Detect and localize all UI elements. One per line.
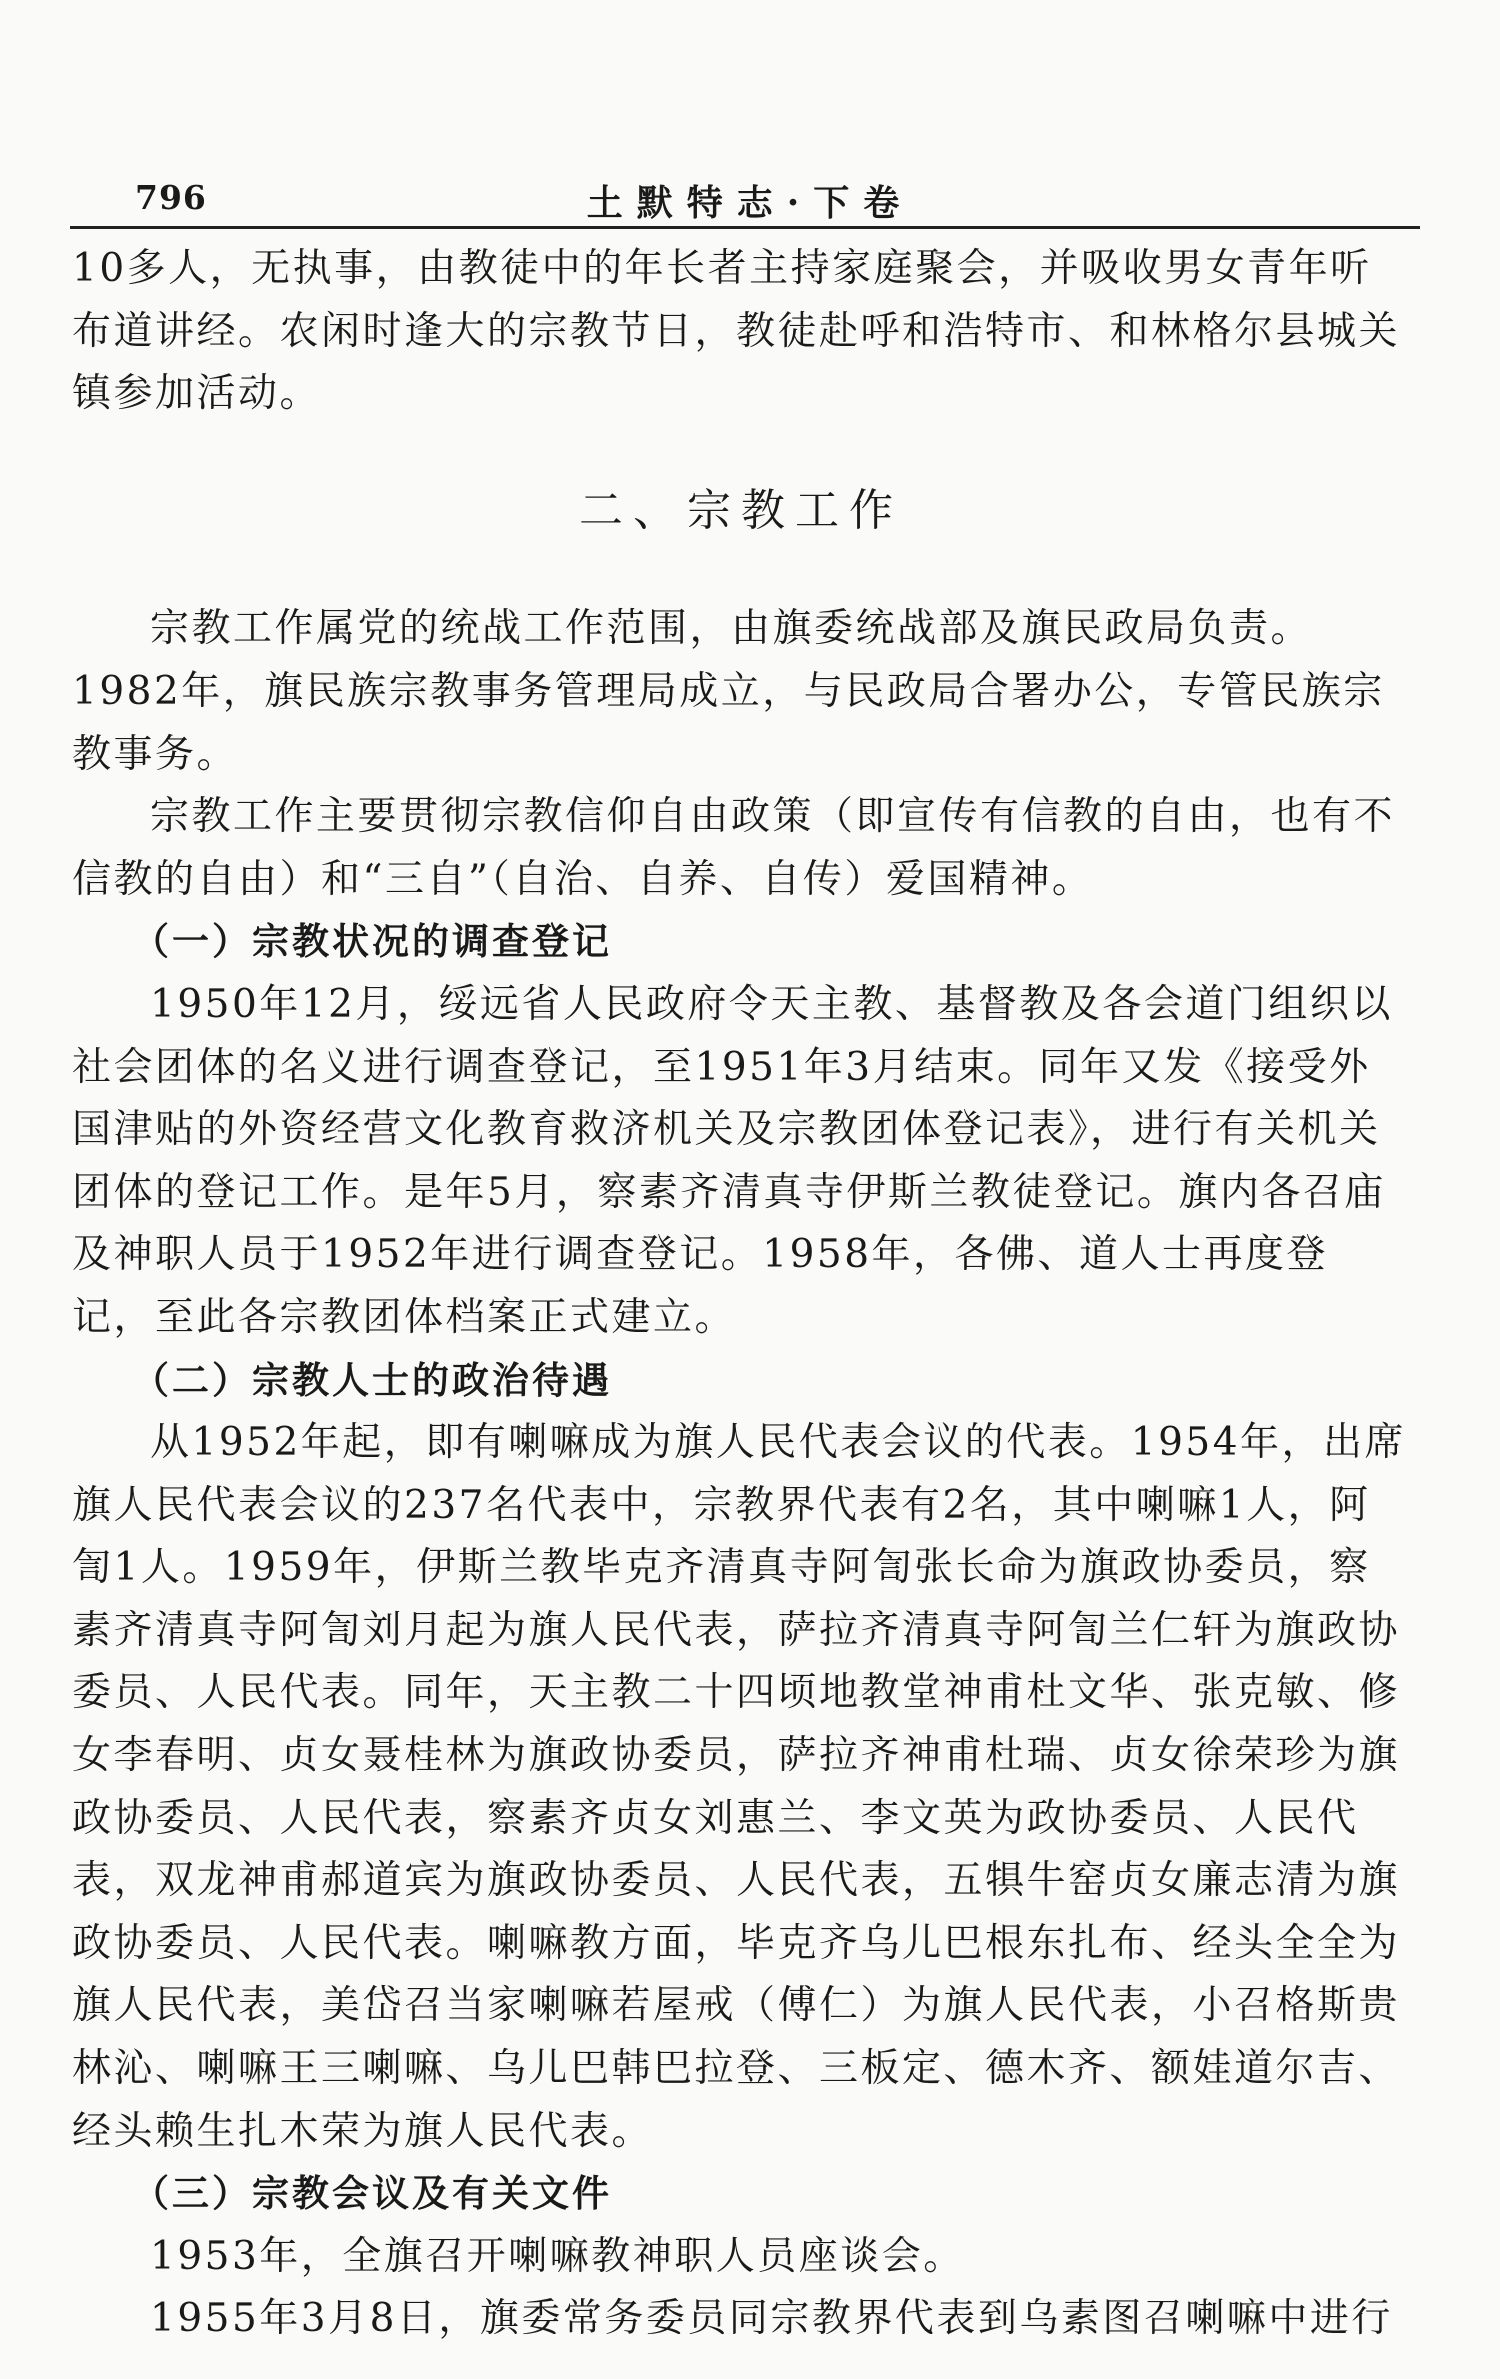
paragraph: 宗教工作属党的统战工作范围，由旗委统战部及旗民政局负责。1982年，旗民族宗教事务管理局成立，与民政局合署办公，专管民族宗教事务。 xyxy=(72,606,1385,777)
header-rule xyxy=(70,226,1420,229)
paragraph: 1955年3月8日，旗委常务委员同宗教界代表到乌素图召喇嘛中进行 xyxy=(150,2296,1393,2342)
paragraph-intro: 10多人，无执事，由教徒中的年长者主持家庭聚会，并吸收男女青年听布道讲经。农闲时逢大的宗教节日，教徒赴呼和浩特市、和林格尔县城关镇参加活动。 xyxy=(72,246,1401,417)
page-number: 796 xyxy=(135,178,207,217)
body-text xyxy=(72,238,1410,2351)
section-title: 二、宗教工作 xyxy=(579,484,903,536)
subsection-heading: （一）宗教状况的调查登记 xyxy=(132,920,612,964)
paragraph: 1953年，全旗召开喇嘛教神职人员座谈会。 xyxy=(150,2233,965,2279)
paragraph: 宗教工作主要贯彻宗教信仰自由政策（即宣传有信教的自由，也有不信教的自由）和“三自”（自治、自养、自传）爱国精神。 xyxy=(72,794,1396,902)
subsection-heading: （二）宗教人士的政治待遇 xyxy=(132,1358,612,1402)
subsection-heading: （三）宗教会议及有关文件 xyxy=(132,2172,612,2216)
paragraph: 1950年12月，绥远省人民政府令天主教、基督教及各会道门组织以社会团体的名义进行调查登记，至1951年3月结束。同年又发《接受外国津贴的外资经营文化教育救济机关及宗教团体登记表》，进行有关机关团体的登记工作。是年5月，察素齐清真寺伊斯兰教徒登记。旗内各召庙及神职人员于1952年进行调查登记。1958年，各佛、道人士再度登记，至此各宗教团体档案正式建立。 xyxy=(72,981,1393,1340)
running-title: 土默特志·下卷 xyxy=(586,182,914,224)
paragraph: 从1952年起，即有喇嘛成为旗人民代表会议的代表。1954年，出席旗人民代表会议的237名代表中，宗教界代表有2名，其中喇嘛1人，阿訇1人。1959年，伊斯兰教毕克齐清真寺阿訇张长命为旗政协委员，察素齐清真寺阿訇刘月起为旗人民代表，萨拉齐清真寺阿訇兰仁轩为旗政协委员、人民代表。同年，天主教二十四顷地教堂神甫杜文华、张克敏、修女李春明、贞女聂桂林为旗政协委员，萨拉齐神甫杜瑞、贞女徐荣珍为旗政协委员、人民代表，察素齐贞女刘惠兰、李文英为政协委员、人民代表，双龙神甫郝道宾为旗政协委员、人民代表，五犋牛窑贞女廉志清为旗政协委员、人民代表。喇嘛教方面，毕克齐乌儿巴根东扎布、经头全全为旗人民代表，美岱召当家喇嘛若屋戒（傅仁）为旗人民代表，小召格斯贵林沁、喇嘛王三喇嘛、乌儿巴韩巴拉登、三板定、德木齐、额娃道尔吉、经头赖生扎木荣为旗人民代表。 xyxy=(72,1420,1407,2154)
